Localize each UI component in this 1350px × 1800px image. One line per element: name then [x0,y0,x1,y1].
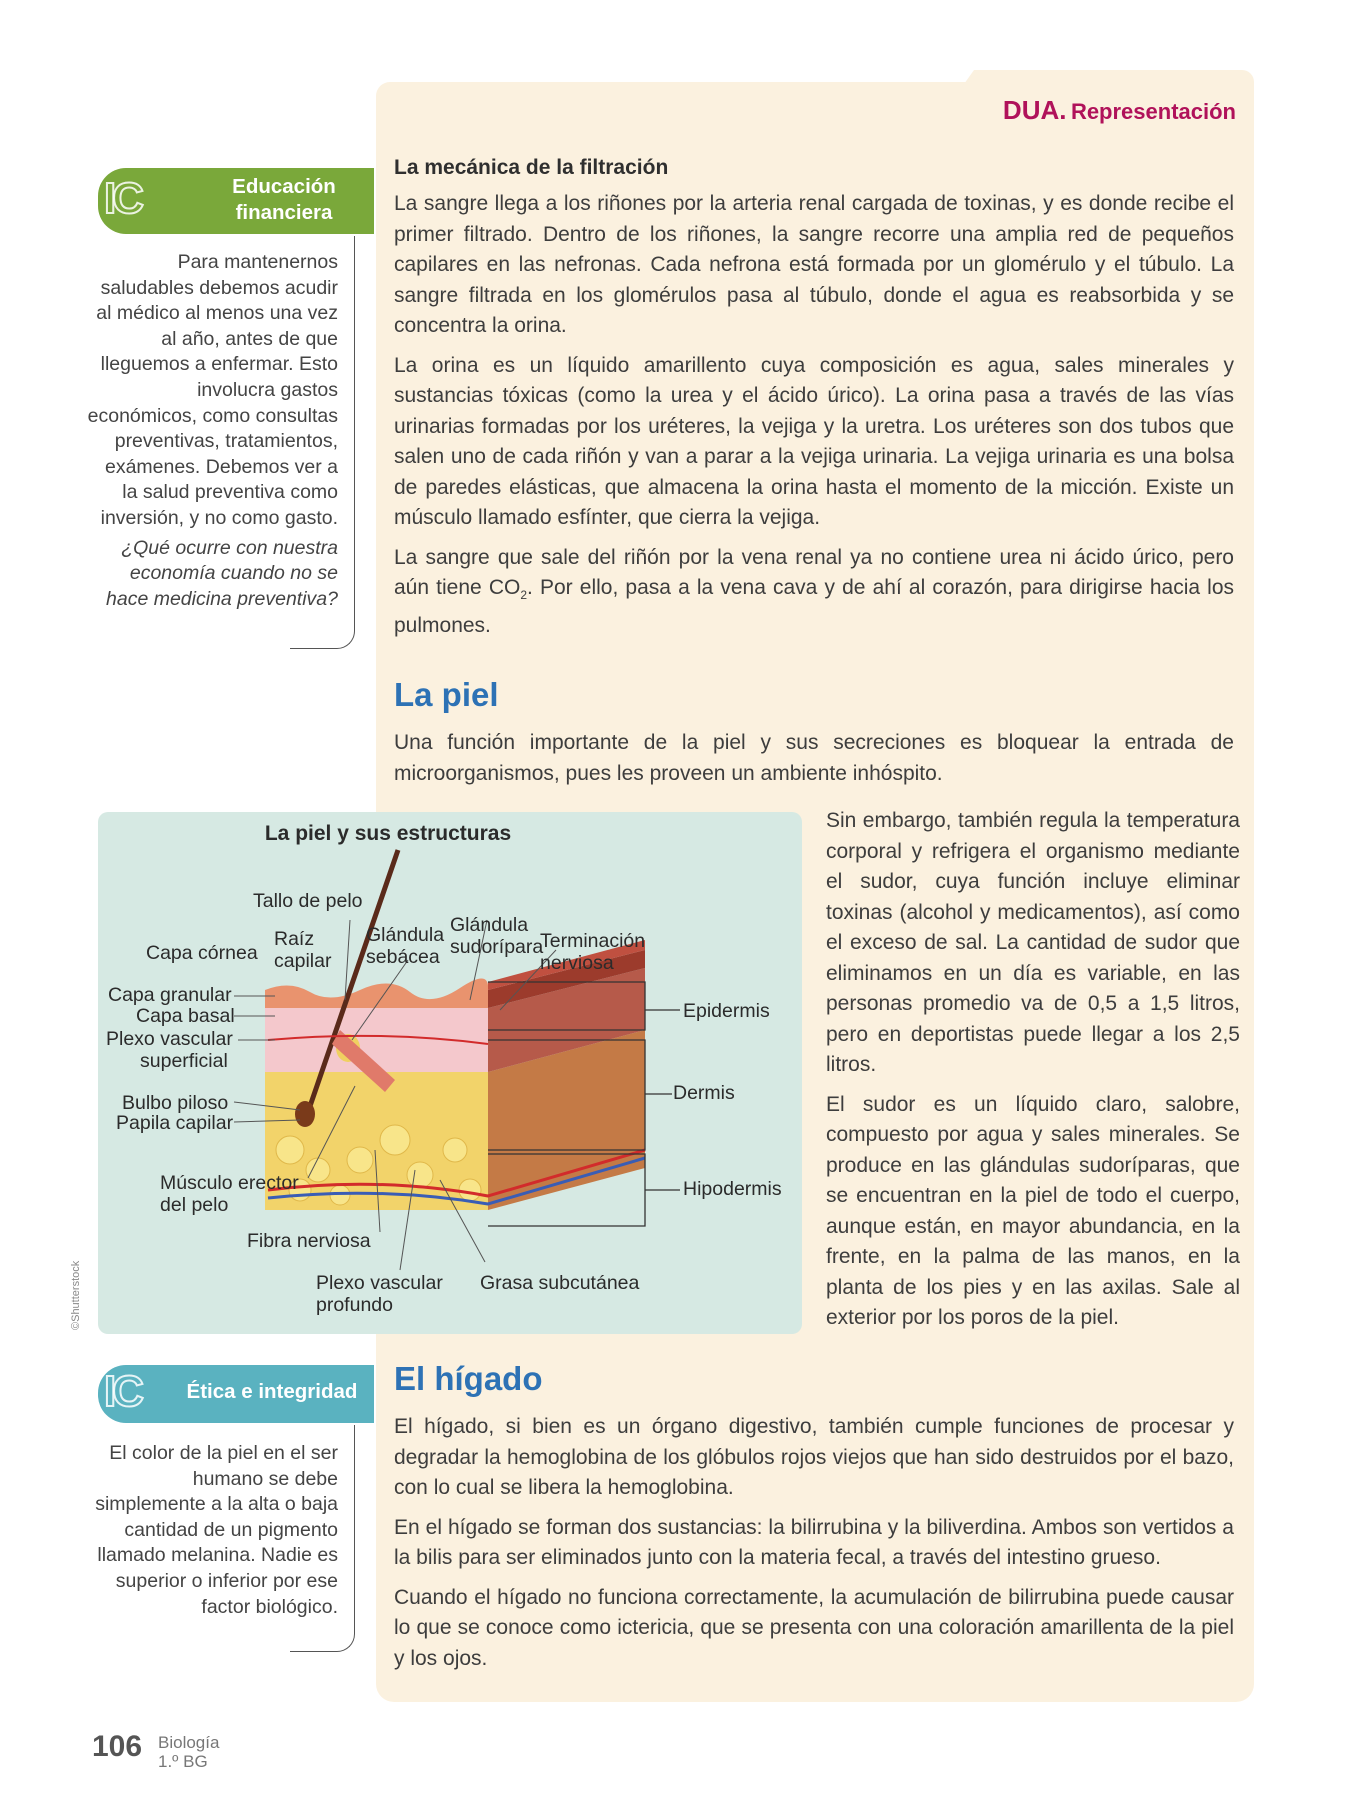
dua-prefix: DUA. [1002,95,1067,125]
filtration-heading: La mecánica de la filtración [394,156,669,179]
liver-body [394,1412,1234,1674]
finance-question: ¿Qué ocurre con nuestra economía cuando no se hace medicina preventiva? [106,536,338,610]
label-sudoripara-2: sudorípara [450,936,544,958]
ethics-title: Ética e integridad [186,1380,358,1403]
filtration-paragraph-3: La sangre que sale del riñón por la vena renal ya no contiene urea ni ácido úrico, pero aún tiene $CO_2$. Por ello, pasa a la vena cava y de ahí al corazón, para dirigirse hacia los pulmones. [394,545,1234,637]
label-plexo-sup-1: Plexo vascular [106,1028,233,1050]
label-bulbo: Bulbo piloso [122,1092,229,1114]
label-raiz-1: Raíz [274,928,315,950]
label-papila: Papila capilar [116,1112,234,1134]
footer-subject: Biología [158,1733,220,1752]
finance-text: Para mantenernos saludables debemos acudir al médico al menos una vez al año, antes de que lleguemos a enfermar. Esto involucra gastos económicos, como consultas preventivas, tratamientos, exámenes. Debemos ver a la salud preventiva como inversión, y no como gasto. [87,251,338,529]
finance-title-2: financiera [235,201,333,224]
label-sudoripara-1: Glándula [450,914,529,936]
label-musculo-2: del pelo [160,1194,229,1216]
label-terminacion-1: Terminación [540,930,646,952]
label-plexo-prof-1: Plexo vascular [316,1272,443,1294]
label-sebacea-1: Glándula [366,924,445,946]
page-number: 106 [92,1730,143,1763]
label-raiz-2: capilar [274,950,332,972]
skin-paragraph-1: Sin embargo, también regula la temperatura corporal y refrigera el organismo mediante el sudor, cuya función incluye eliminar toxinas (alcohol y medicamentos), así como el exceso de sal. La cantidad de sudor que eliminamos en un día es variable, en las personas promedio va de 0,5 a 1,5 litros, pero en deportistas puede llegar a los 2,5 litros. [826,809,1240,1076]
label-cornea: Capa córnea [146,942,258,964]
footer-grade: 1.º BG [158,1752,208,1771]
liver-title: El hígado [394,1360,543,1397]
label-tallo: Tallo de pelo [253,890,363,912]
photo-credit: ©Shutterstock [70,1260,82,1330]
skin-paragraph-2: El sudor es un líquido claro, salobre, compuesto por agua y sales minerales. Se produce en las glándulas sudoríparas, que se encuentran en la piel de todo el cuerpo, aunque están, en mayor abundancia, en la frente, en la palma de las manos, en la planta de los pies y en las axilas. Sale al exterior por los poros de la piel. [826,1092,1240,1329]
filtration-paragraph-1: La sangre llega a los riñones por la arteria renal cargada de toxinas, y es donde recibe el primer filtrado. Dentro de los riñones, la sangre recorre una amplia red de pequeños capilares en las nefronas. Cada nefrona está formada por un glomérulo y el túbulo. La sangre filtrada en los glomérulos pasa al túbulo, donde el agua es reabsorbida y se concentra la orina. [394,192,1234,337]
ic-logo-icon: IC [104,1367,140,1416]
liver-paragraph-2: En el hígado se forman dos sustancias: la bilirrubina y la biliverdina. Ambos son vertidos a la bilis para ser eliminados junto con la materia fecal, a través del intestino grueso. [394,1515,1234,1569]
label-dermis: Dermis [673,1082,735,1104]
ic-logo-icon: IC [104,174,140,223]
label-plexo-prof-2: profundo [316,1294,393,1316]
hair-bulb [295,1101,315,1127]
label-basal: Capa basal [136,1005,235,1027]
finance-title-1: Educación [232,175,336,198]
label-musculo-1: Músculo erector [160,1172,299,1194]
liver-paragraph-3: Cuando el hígado no funciona correctamente, la acumulación de bilirrubina puede causar lo que se conoce como ictericia, que se presenta con una coloración amarillenta de la piel y los ojos. [394,1585,1234,1670]
skin-title: La piel [394,676,499,713]
epidermis-front [265,978,488,1008]
ethics-text: El color de la piel en el ser humano se debe simplemente a la alta o baja cantidad de un pigmento llamado melanina. Nadie es superior o inferior por ese factor biológico. [95,1442,338,1618]
skin-intro: Una función importante de la piel y sus secreciones es bloquear la entrada de microorganismos, pues les proveen un ambiente inhóspito. [394,731,1234,785]
label-epidermis: Epidermis [683,1000,770,1022]
skin-diagram-title: La piel y sus estructuras [264,822,512,845]
label-terminacion-2: nerviosa [540,952,614,974]
label-grasa: Grasa subcutánea [480,1272,640,1294]
label-plexo-sup-2: superficial [140,1050,228,1072]
dua-category: Representación [1070,99,1236,124]
label-fibra: Fibra nerviosa [247,1230,371,1252]
finance-header [98,168,374,234]
label-granular: Capa granular [108,984,232,1006]
finance-bracket [290,236,355,649]
ethics-header [98,1365,374,1423]
ethics-bracket [290,1425,355,1652]
filtration-paragraph-2: La orina es un líquido amarillento cuya composición es agua, sales minerales y sustancias tóxicas (como la urea y el ácido úrico). La orina pasa a través de las vías urinarias formadas por los uréteres, la vejiga y la uretra. Los uréteres son dos tubos que salen uno de cada riñón y van a parar a la vejiga urinaria. La vejiga urinaria es una bolsa de paredes elásticas, que almacena la orina hasta el momento de la micción. Existe un músculo llamado esfínter, que cierra la vejiga. [394,353,1234,529]
label-sebacea-2: sebácea [366,946,440,968]
label-hipodermis: Hipodermis [683,1178,782,1200]
liver-paragraph-1: El hígado, si bien es un órgano digestivo, también cumple funciones de procesar y degradar la hemoglobina de los glóbulos rojos viejos que han sido destruidos por el bazo, con lo cual se libera la hemoglobina. [394,1415,1234,1499]
